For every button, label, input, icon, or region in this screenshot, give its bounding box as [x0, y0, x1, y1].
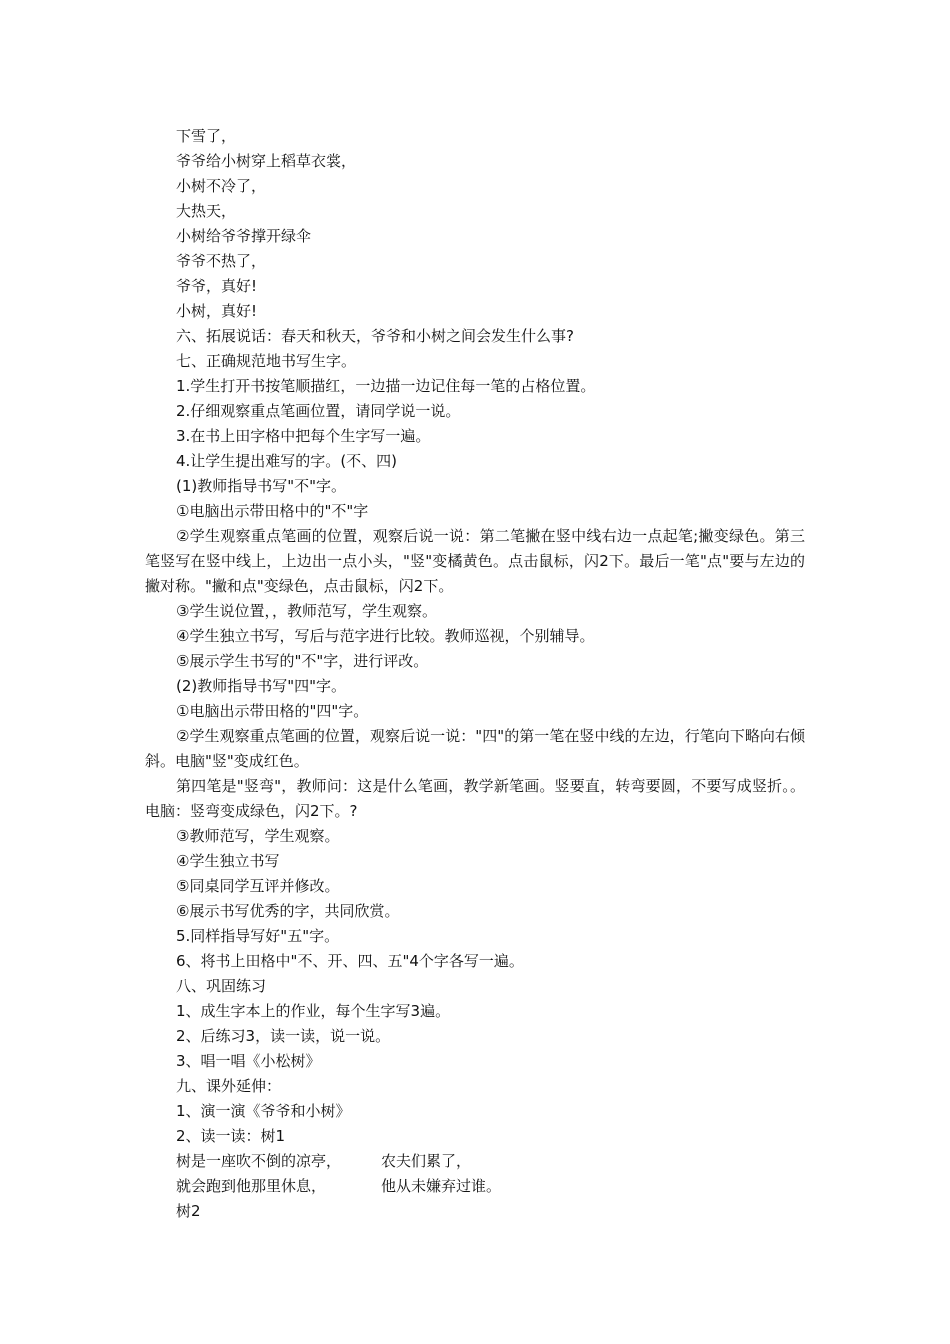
text-line: 2.仔细观察重点笔画位置，请同学说一说。 [176, 402, 461, 420]
text-line: 树2 [176, 1202, 201, 1220]
poem-left: 树是一座吹不倒的凉亭， [176, 1152, 342, 1170]
text-line: 3、唱一唱《小松树》 [176, 1052, 321, 1070]
text-line: 5.同样指导写好"五"字。 [176, 927, 340, 945]
text-line: ④学生独立书写 [176, 852, 280, 870]
text-line: 2、读一读：树1 [176, 1127, 286, 1145]
text-line: 爷爷，真好! [176, 277, 258, 295]
text-line: 小树，真好! [176, 302, 258, 320]
text-line: 1.学生打开书按笔顺描红，一边描一边记住每一笔的占格位置。 [176, 377, 596, 395]
text-line: ③学生说位置，，教师范写，学生观察。 [176, 602, 437, 620]
text-line: ⑤同桌同学互评并修改。 [176, 877, 340, 895]
text-line: ③教师范写，学生观察。 [176, 827, 340, 845]
section-heading: 七、正确规范地书写生字。 [176, 352, 357, 370]
text-line: 爷爷给小树穿上稻草衣裳， [176, 152, 357, 170]
text-paragraph: ②学生观察重点笔画的位置，观察后说一说："四"的第一笔在竖中线的左边，行笔向下略向右倾斜。电脑"竖"变成红色。 [145, 727, 805, 770]
text-line: ①电脑出示带田格中的"不"字 [176, 502, 369, 520]
document-body [145, 124, 805, 1224]
text-line: ⑤展示学生书写的"不"字，进行评改。 [176, 652, 429, 670]
text-line: 下雪了， [176, 127, 237, 145]
text-line: 小树不冷了， [176, 177, 267, 195]
text-line: (1)教师指导书写"不"字。 [176, 477, 347, 495]
poem-row [145, 1149, 805, 1174]
text-line: ⑥展示书写优秀的字，共同欣赏。 [176, 902, 400, 920]
section-heading: 六、拓展说话：春天和秋天，爷爷和小树之间会发生什么事? [176, 327, 574, 345]
text-paragraph: ②学生观察重点笔画的位置，观察后说一说：第二笔撇在竖中线右边一点起笔;撇变绿色。第三笔竖写在竖中线上，上边出一点小头，"竖"变橘黄色。点击鼠标，闪2下。最后一笔"点"要与左边的撇对称。"撇和点"变绿色，点击鼠标，闪2下。 [145, 527, 805, 595]
text-line: 爷爷不热了， [176, 252, 267, 270]
poem-right: 农夫们累了， [381, 1152, 472, 1170]
text-line: ①电脑出示带田格的"四"字。 [176, 702, 369, 720]
section-heading: 八、巩固练习 [176, 977, 267, 995]
poem-right: 他从未嫌弃过谁。 [381, 1177, 502, 1195]
text-paragraph: 第四笔是"竖弯"，教师问：这是什么笔画，教学新笔画。竖要直，转弯要圆，不要写成竖折。。电脑：竖弯变成绿色，闪2下。? [145, 777, 805, 820]
text-line: 6、将书上田格中"不、开、四、五"4个字各写一遍。 [176, 952, 524, 970]
text-line: 3.在书上田字格中把每个生字写一遍。 [176, 427, 431, 445]
text-line: 大热天， [176, 202, 237, 220]
text-line: (2)教师指导书写"四"字。 [176, 677, 347, 695]
section-heading: 九、课外延伸： [176, 1077, 282, 1095]
poem-row [145, 1174, 805, 1199]
text-line: 2、后练习3，读一读，说一说。 [176, 1027, 391, 1045]
text-line: 小树给爷爷撑开绿伞 [176, 227, 312, 245]
text-line: 1、演一演《爷爷和小树》 [176, 1102, 351, 1120]
text-line: 1、成生字本上的作业，每个生字写3遍。 [176, 1002, 451, 1020]
poem-left: 就会跑到他那里休息， [176, 1177, 327, 1195]
text-line: 4.让学生提出难写的字。(不、四) [176, 452, 398, 470]
text-line: ④学生独立书写，写后与范字进行比较。教师巡视，个别辅导。 [176, 627, 595, 645]
